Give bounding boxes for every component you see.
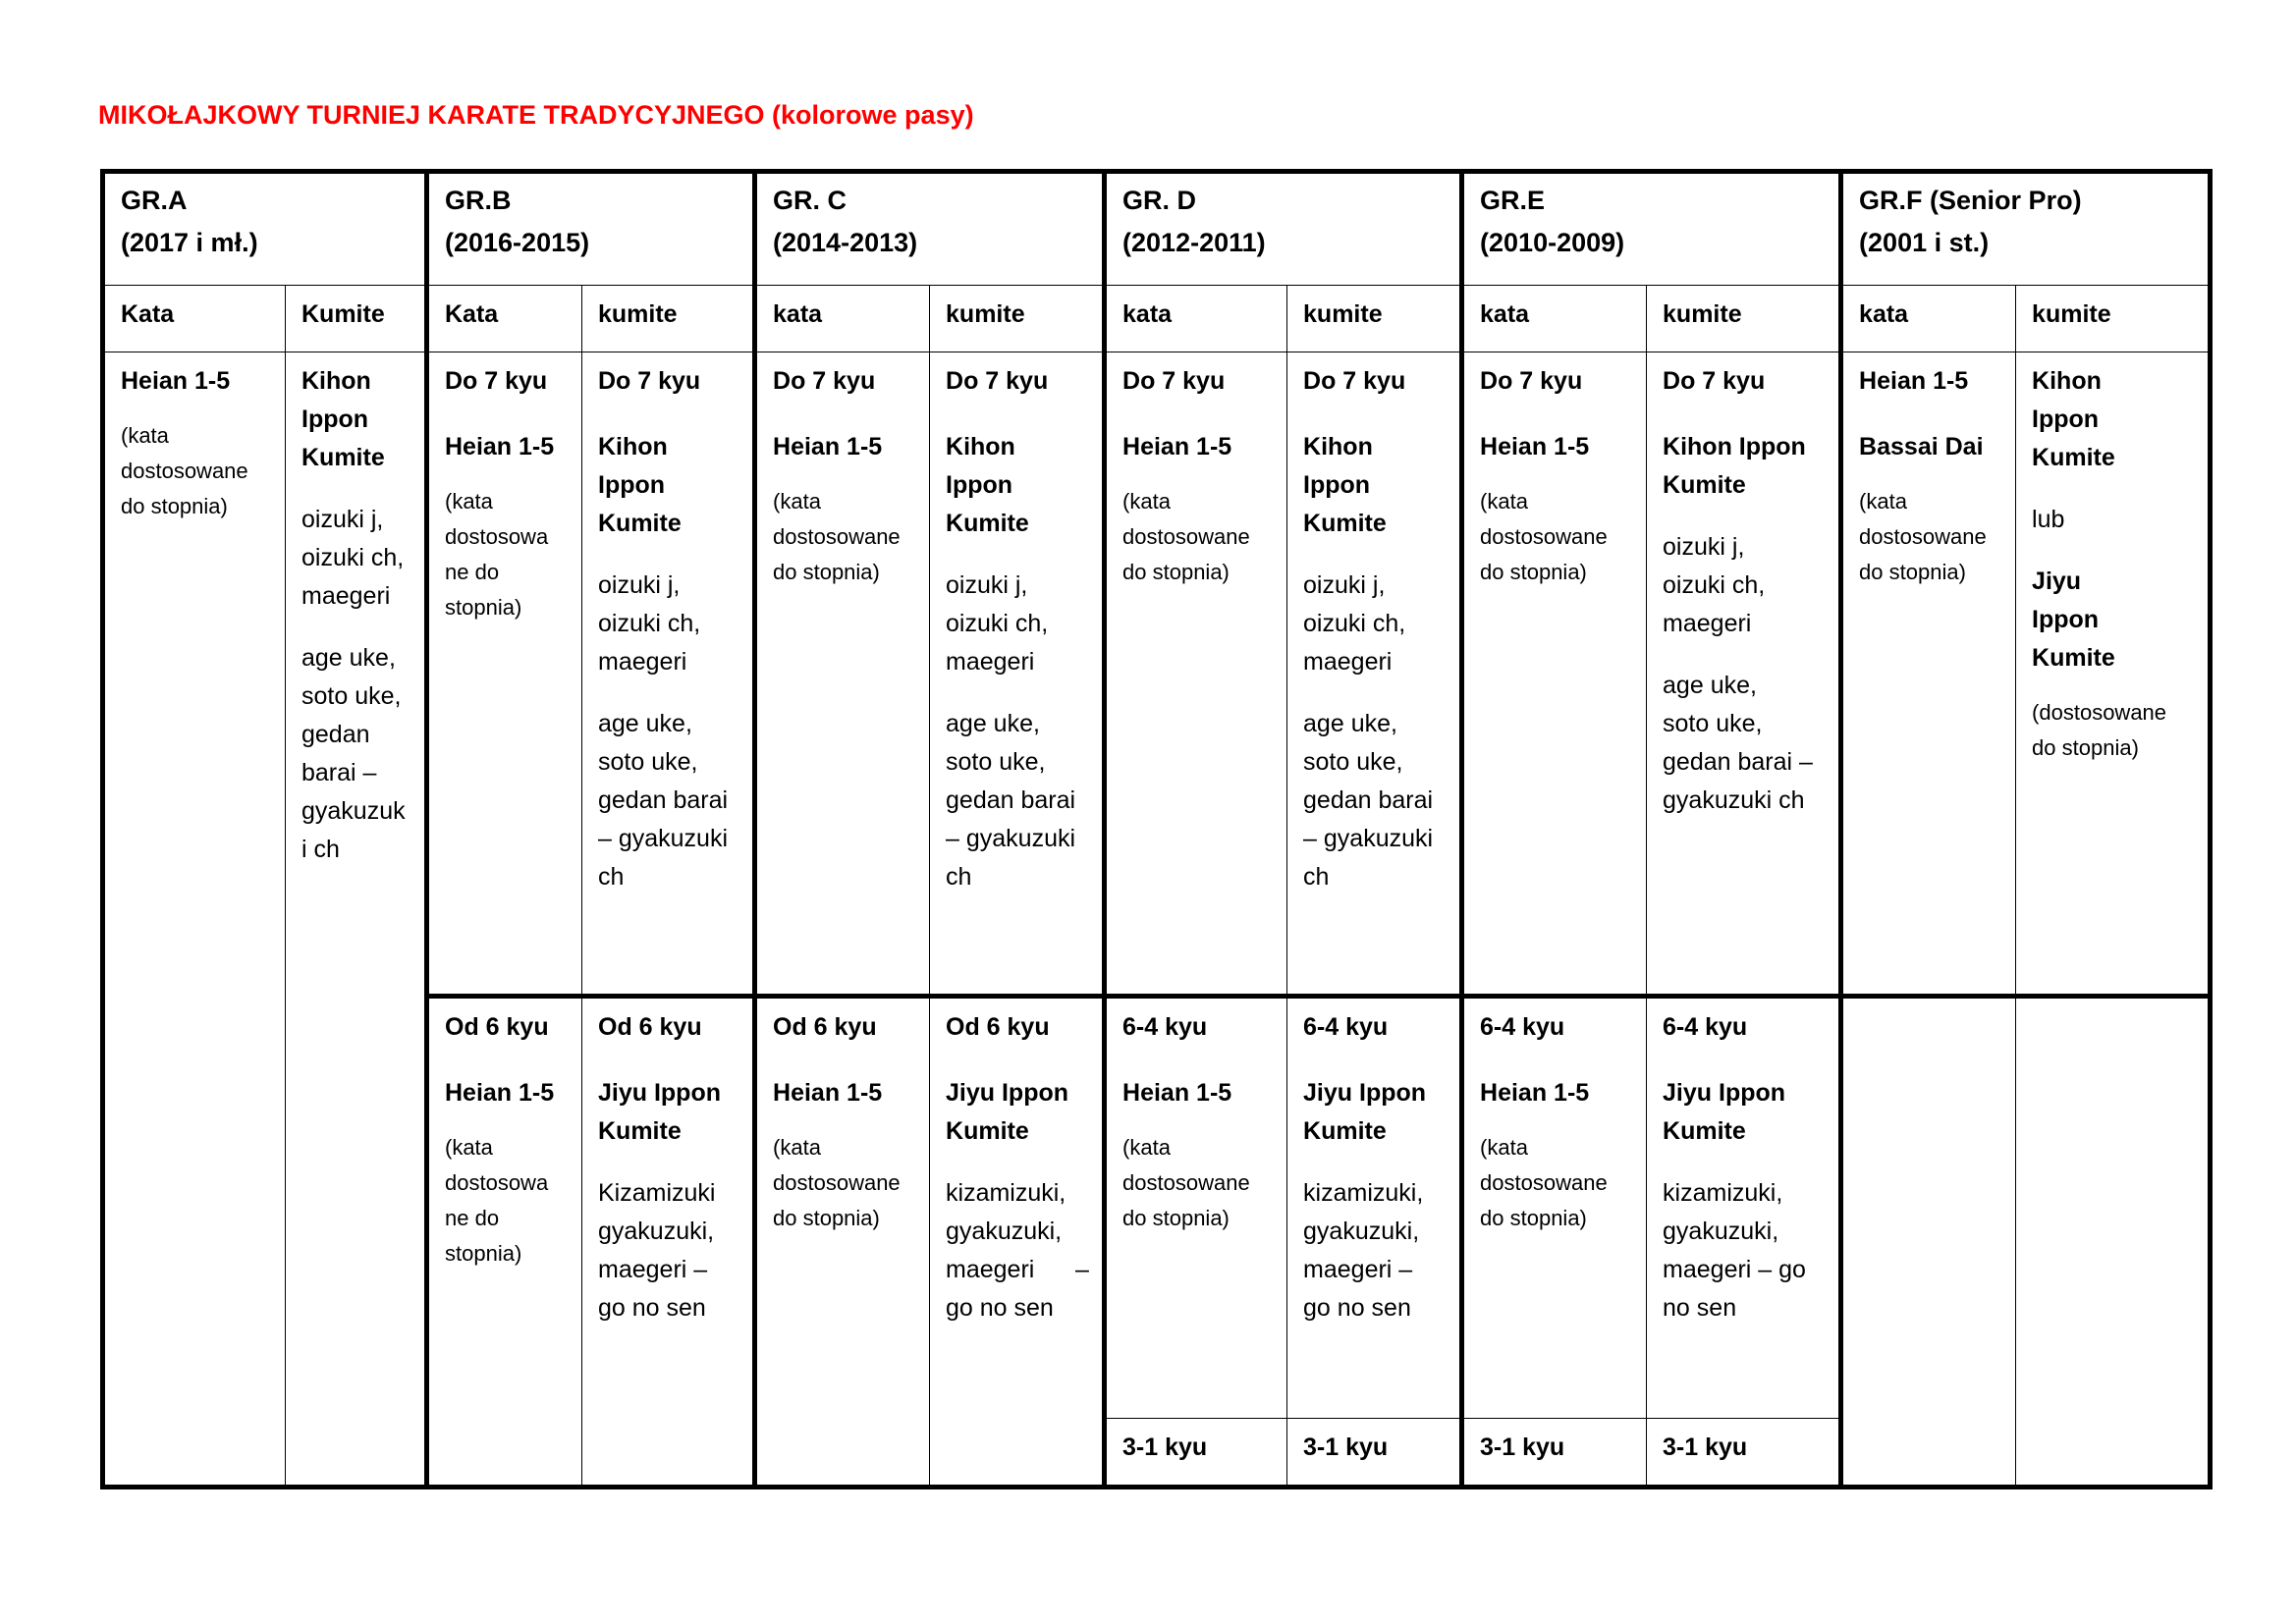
note-line: do stopnia) (773, 1206, 880, 1230)
cell-d-kumite-1 (1287, 352, 1462, 997)
kata-note (121, 418, 271, 524)
kumite-techniques (301, 639, 410, 869)
kumite-title-line: Jiyu Ippon (598, 1079, 721, 1107)
group-name: GR.A (121, 186, 188, 215)
subheader-kata-e: kata (1462, 286, 1647, 352)
note-line: dostosowane (1859, 524, 1987, 549)
cell-c-kata-2 (755, 997, 930, 1488)
technique-line: age uke, (1663, 672, 1757, 699)
cell-f-kumite-1 (2016, 352, 2211, 997)
note-line: do stopnia) (2032, 735, 2139, 760)
kata-title: Heian 1-5 (121, 367, 231, 395)
note-line: (kata (445, 489, 493, 514)
kumite-techniques (946, 567, 1088, 681)
note-line: dostosowa (445, 524, 549, 549)
cell-d-kumite-2 (1287, 997, 1462, 1419)
technique-line: – gyakuzuki (1303, 825, 1434, 852)
kata-note (773, 484, 915, 590)
kata-note (1122, 484, 1273, 590)
technique-line: gedan barai – (1663, 748, 1813, 776)
cell-d-kata-1 (1105, 352, 1287, 997)
note-line: (kata (773, 489, 821, 514)
group-years: (2014-2013) (773, 228, 918, 257)
level: 3-1 kyu (1480, 1434, 1565, 1461)
technique-line: no sen (1663, 1294, 1737, 1322)
note-line: (kata (1480, 1135, 1528, 1160)
technique-line: gyakuzuki, (598, 1218, 715, 1245)
note-line: do stopnia) (121, 494, 228, 518)
technique-line: age uke, (1303, 710, 1397, 737)
kumite-techniques (1303, 567, 1446, 681)
level: Do 7 kyu (1303, 367, 1406, 395)
level: 3-1 kyu (1122, 1434, 1208, 1461)
kumite-techniques (1663, 1174, 1825, 1327)
technique-line: – gyakuzuki (598, 825, 729, 852)
kata-title: Heian 1-5 (773, 433, 883, 460)
kumite-techniques (946, 1174, 1088, 1327)
cell-c-kumite-1 (930, 352, 1105, 997)
cell-f-kata-1 (1841, 352, 2016, 997)
note-line: stopnia) (445, 595, 522, 620)
cell-a-kata (103, 352, 286, 1488)
technique-line: gedan (301, 721, 370, 748)
level: 3-1 kyu (1303, 1434, 1389, 1461)
kumite-title-line: Jiyu Ippon (946, 1079, 1069, 1107)
note-line: dostosowane (1480, 1170, 1608, 1195)
kumite-title-line: Jiyu Ippon (1663, 1079, 1786, 1107)
note-line: (kata (445, 1135, 493, 1160)
technique-line: oizuki ch, (946, 610, 1049, 637)
kumite-title-line: Kihon (1303, 433, 1373, 460)
technique-line: oizuki ch, (1303, 610, 1406, 637)
technique-line: age uke, (301, 644, 396, 672)
note-line: dostosowane (1122, 1170, 1250, 1195)
cell-e-kata-2 (1462, 997, 1647, 1419)
technique-line: age uke, (598, 710, 692, 737)
level: Od 6 kyu (773, 1013, 877, 1041)
technique-line: maegeri – (946, 1256, 1089, 1283)
level: 6-4 kyu (1122, 1013, 1208, 1041)
note-line: stopnia) (445, 1241, 522, 1266)
technique-line: gyakuzuki, (1303, 1218, 1420, 1245)
level: Od 6 kyu (598, 1013, 702, 1041)
level: 3-1 kyu (1663, 1434, 1748, 1461)
level: 6-4 kyu (1480, 1013, 1565, 1041)
technique-line: gyakuzuki, (1663, 1218, 1779, 1245)
technique-line: i ch (301, 836, 340, 863)
level: Do 7 kyu (946, 367, 1049, 395)
kumite-techniques (1663, 667, 1825, 820)
kumite-title-line: Kumite (946, 1117, 1029, 1145)
note-line: do stopnia) (1122, 1206, 1230, 1230)
kumite-techniques (598, 1174, 738, 1327)
kumite-title-line: Kumite (1303, 1117, 1387, 1145)
technique-line: ch (1303, 863, 1330, 891)
kata-note (1859, 484, 2001, 590)
level: 6-4 kyu (1303, 1013, 1389, 1041)
group-name: GR.F (Senior Pro) (1859, 186, 2082, 215)
kata-note (1122, 1130, 1273, 1236)
group-years: (2016-2015) (445, 228, 590, 257)
cell-e-kumite-3 (1647, 1419, 1841, 1488)
technique-line: maegeri – go (1663, 1256, 1806, 1283)
technique-line: soto uke, (301, 682, 402, 710)
subheader-kumite-e: kumite (1647, 286, 1841, 352)
technique-line: oizuki j, (301, 506, 384, 533)
cell-e-kumite-2 (1647, 997, 1841, 1419)
kumite-title-line: Kumite (946, 510, 1029, 537)
kumite-techniques (1303, 705, 1446, 896)
note-line: (kata (121, 423, 169, 448)
kumite-title-line: Kihon (946, 433, 1015, 460)
technique-line: barai – (301, 759, 377, 786)
kata-title: Heian 1-5 (445, 1079, 555, 1107)
technique-line: maegeri (598, 648, 687, 676)
note-line: (kata (1122, 489, 1171, 514)
subheader-kata-b: Kata (427, 286, 582, 352)
kata-title: Bassai Dai (1859, 433, 1984, 460)
technique-line: gyakuzuki, (946, 1218, 1063, 1245)
note-line: do stopnia) (1480, 560, 1587, 584)
kumite-title-line: Ippon (946, 471, 1013, 499)
level: Do 7 kyu (445, 367, 548, 395)
group-name: GR. D (1122, 186, 1197, 215)
technique-line: gedan barai (598, 786, 729, 814)
kumite-title-line: Kihon (2032, 367, 2102, 395)
technique-line: soto uke, (1303, 748, 1403, 776)
technique-line: go no sen (598, 1294, 706, 1322)
note-line: ne do (445, 560, 500, 584)
technique-line: oizuki ch, (1663, 571, 1766, 599)
group-name: GR.B (445, 186, 512, 215)
level: Do 7 kyu (1663, 367, 1766, 395)
kumite-title-line: Ippon (2032, 606, 2100, 633)
kumite-title-line: Ippon (301, 406, 369, 433)
kumite-title-line: Kumite (598, 1117, 682, 1145)
technique-line: maegeri (1663, 610, 1752, 637)
subheader-kumite-b: kumite (582, 286, 755, 352)
group-header-c (755, 172, 1105, 286)
technique-line: oizuki j, (946, 571, 1028, 599)
kumite-techniques (1303, 1174, 1446, 1327)
note-line: do stopnia) (1480, 1206, 1587, 1230)
level: Do 7 kyu (1122, 367, 1226, 395)
technique-line: – gyakuzuki (946, 825, 1076, 852)
kumite-techniques (946, 705, 1088, 896)
document-title: MIKOŁAJKOWY TURNIEJ KARATE TRADYCYJNEGO (kolorowe pasy) (98, 100, 974, 130)
kata-title: Heian 1-5 (1480, 1079, 1590, 1107)
kumite-techniques (598, 567, 738, 681)
subheader-kumite-c: kumite (930, 286, 1105, 352)
note-line: (kata (1859, 489, 1907, 514)
level: Od 6 kyu (946, 1013, 1050, 1041)
level: 6-4 kyu (1663, 1013, 1748, 1041)
cell-e-kumite-1 (1647, 352, 1841, 997)
kumite-title-line: Kumite (2032, 644, 2115, 672)
kumite-techniques (301, 501, 410, 616)
technique-line: ch (598, 863, 625, 891)
kumite-title-line: Ippon (598, 471, 666, 499)
kumite-title-line: Kihon Ippon (1663, 433, 1806, 460)
technique-line: soto uke, (946, 748, 1046, 776)
note-line: dostosowane (121, 459, 248, 483)
technique-line: oizuki ch, (598, 610, 701, 637)
level: Do 7 kyu (598, 367, 701, 395)
cell-b-kata-1 (427, 352, 582, 997)
group-header-d (1105, 172, 1462, 286)
technique-line: oizuki j, (598, 571, 681, 599)
kata-note (1480, 484, 1632, 590)
note-line: do stopnia) (1122, 560, 1230, 584)
technique-line: go no sen (946, 1294, 1054, 1322)
note-line: (kata (1480, 489, 1528, 514)
technique-line: age uke, (946, 710, 1040, 737)
cell-c-kumite-2 (930, 997, 1105, 1488)
cell-d-kata-3 (1105, 1419, 1287, 1488)
kumite-title-line: Ippon (2032, 406, 2100, 433)
cell-b-kumite-1 (582, 352, 755, 997)
cell-f-kata-2 (1841, 997, 2016, 1488)
kata-title: Heian 1-5 (1480, 433, 1590, 460)
note-line: dostosowane (773, 1170, 901, 1195)
technique-line: gyakuzuk (301, 797, 406, 825)
cell-b-kata-2 (427, 997, 582, 1488)
note-line: (dostosowane (2032, 700, 2167, 725)
kumite-title-line: Jiyu (2032, 568, 2082, 595)
kumite-title-line: Kumite (1663, 1117, 1746, 1145)
kumite-techniques (598, 705, 738, 896)
tournament-table (100, 169, 2213, 1489)
kumite-title-line: Kihon (301, 367, 371, 395)
kumite-title-line: Kumite (2032, 444, 2115, 471)
kumite-or: lub (2032, 506, 2065, 533)
kata-title: Heian 1-5 (1122, 1079, 1232, 1107)
cell-e-kata-3 (1462, 1419, 1647, 1488)
technique-line: soto uke, (1663, 710, 1763, 737)
subheader-kata-f: kata (1841, 286, 2016, 352)
group-years: (2010-2009) (1480, 228, 1625, 257)
cell-d-kata-2 (1105, 997, 1287, 1419)
group-years: (2012-2011) (1122, 228, 1266, 257)
kumite-note (2032, 695, 2194, 766)
technique-line: soto uke, (598, 748, 698, 776)
note-line: do stopnia) (773, 560, 880, 584)
cell-a-kumite (286, 352, 427, 1488)
note-line: dostosowane (773, 524, 901, 549)
kumite-title-line: Jiyu Ippon (1303, 1079, 1427, 1107)
technique-line: kizamizuki, (1663, 1179, 1783, 1207)
kata-note (1480, 1130, 1632, 1236)
note-line: dostosowane (1480, 524, 1608, 549)
technique-line: gyakuzuki ch (1663, 786, 1805, 814)
note-line: dostosowane (1122, 524, 1250, 549)
group-years: (2001 i st.) (1859, 228, 1990, 257)
group-name: GR.E (1480, 186, 1546, 215)
cell-d-kumite-3 (1287, 1419, 1462, 1488)
group-header-a (103, 172, 427, 286)
group-name: GR. C (773, 186, 847, 215)
kata-title: Heian 1-5 (445, 433, 555, 460)
technique-line: gedan barai (1303, 786, 1434, 814)
subheader-kata-d: kata (1105, 286, 1287, 352)
level: Do 7 kyu (1480, 367, 1583, 395)
kumite-title-line: Kumite (301, 444, 385, 471)
technique-line: ch (946, 863, 972, 891)
technique-line: oizuki ch, (301, 544, 405, 571)
technique-line: gedan barai (946, 786, 1076, 814)
subheader-kumite-f: kumite (2016, 286, 2211, 352)
cell-e-kata-1 (1462, 352, 1647, 997)
subheader-kata-a: Kata (103, 286, 286, 352)
group-header-f (1841, 172, 2211, 286)
note-line: (kata (773, 1135, 821, 1160)
kata-note (445, 1130, 568, 1272)
technique-line: maegeri (946, 648, 1035, 676)
level: Od 6 kyu (445, 1013, 549, 1041)
kumite-title-line: Kumite (1663, 471, 1746, 499)
technique-line: kizamizuki, (946, 1179, 1066, 1207)
kata-note (445, 484, 568, 625)
note-line: (kata (1122, 1135, 1171, 1160)
group-header-e (1462, 172, 1841, 286)
subheader-kata-c: kata (755, 286, 930, 352)
subheader-kumite-a: Kumite (286, 286, 427, 352)
kumite-title-line: Ippon (1303, 471, 1371, 499)
group-header-b (427, 172, 755, 286)
kata-note (773, 1130, 915, 1236)
kumite-techniques (1663, 528, 1825, 643)
technique-line: maegeri (301, 582, 391, 610)
kata-title: Heian 1-5 (1122, 433, 1232, 460)
technique-line: Kizamizuki (598, 1179, 716, 1207)
technique-line: maegeri (1303, 648, 1393, 676)
technique-line: oizuki j, (1663, 533, 1745, 561)
technique-line: go no sen (1303, 1294, 1411, 1322)
note-line: ne do (445, 1206, 500, 1230)
kumite-title-line: Kumite (598, 510, 682, 537)
cell-c-kata-1 (755, 352, 930, 997)
technique-line: maegeri – (1303, 1256, 1413, 1283)
cell-b-kumite-2 (582, 997, 755, 1488)
technique-line: kizamizuki, (1303, 1179, 1424, 1207)
kata-title: Heian 1-5 (773, 1079, 883, 1107)
note-line: do stopnia) (1859, 560, 1966, 584)
kumite-title-line: Kumite (1303, 510, 1387, 537)
group-years: (2017 i mł.) (121, 228, 258, 257)
note-line: dostosowa (445, 1170, 549, 1195)
technique-line: oizuki j, (1303, 571, 1386, 599)
cell-f-kumite-2 (2016, 997, 2211, 1488)
technique-line: maegeri – (598, 1256, 708, 1283)
kumite-title-line: Kihon (598, 433, 668, 460)
kata-title: Heian 1-5 (1859, 367, 1969, 395)
level: Do 7 kyu (773, 367, 876, 395)
subheader-kumite-d: kumite (1287, 286, 1462, 352)
